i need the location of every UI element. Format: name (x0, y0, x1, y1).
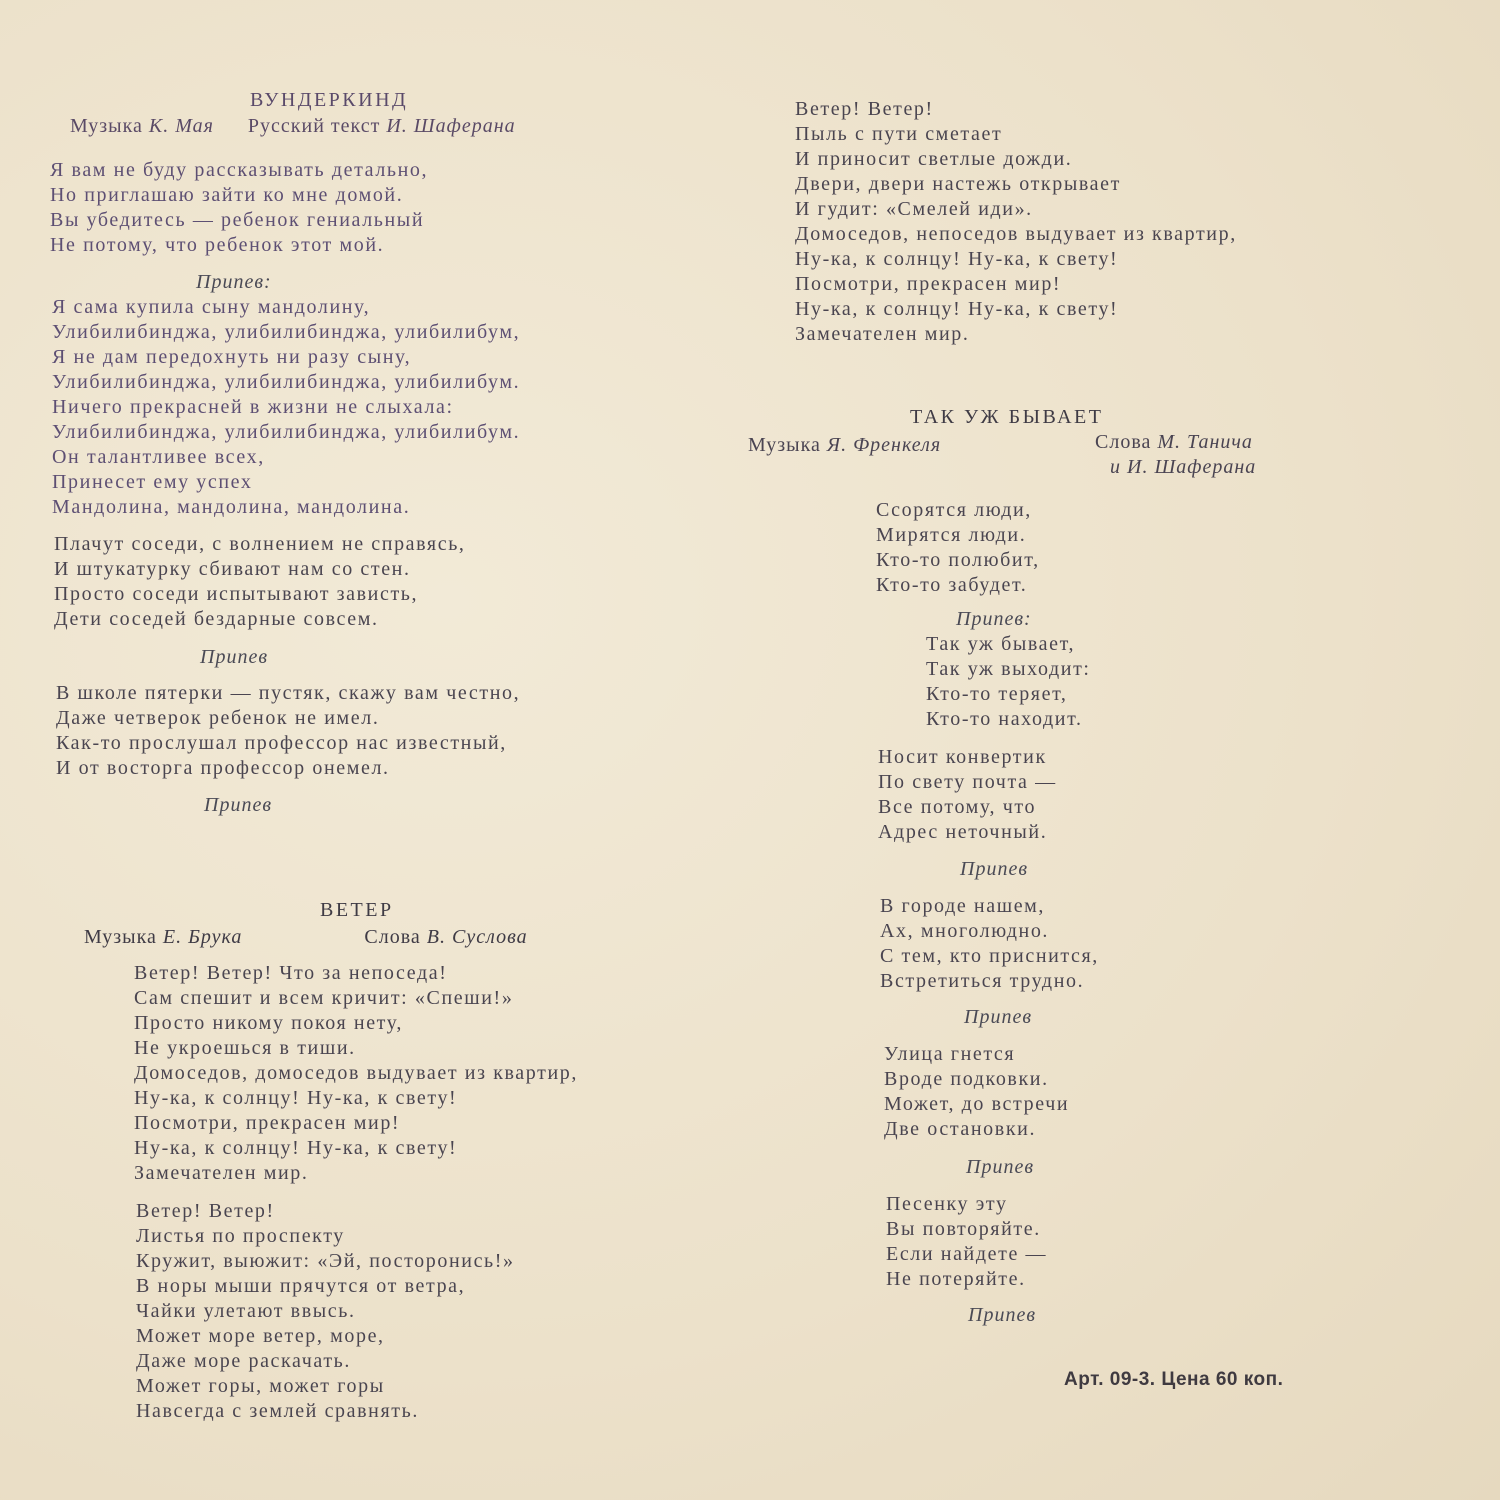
song1-text-author: И. Шаферана (386, 115, 516, 137)
lyric-line: Ну-ка, к солнцу! Ну-ка, к свету! (134, 1087, 458, 1109)
song2-music-author: Е. Брука (162, 926, 243, 948)
lyric-line: Домоседов, непоседов выдувает из квартир, (795, 223, 1237, 245)
song3-verse1 (876, 498, 1040, 598)
lyric-line: Так уж бывает, (926, 633, 1076, 655)
lyric-line: Домоседов, домоседов выдувает из квартир, (134, 1062, 578, 1084)
song3-words-join: и (1110, 456, 1121, 478)
song2-words-author: В. Суслова (426, 926, 528, 948)
catalog-price-footer: Арт. 09-3. Цена 60 коп. (1064, 1369, 1284, 1390)
lyric-line: Встретиться трудно. (880, 970, 1085, 992)
lyric-line: Дети соседей бездарные совсем. (54, 608, 379, 630)
song3-refrain3: Припев (966, 1156, 1035, 1178)
lyric-line: Двери, двери настежь открывает (795, 173, 1121, 195)
lyric-line: Чайки улетают ввысь. (136, 1300, 356, 1322)
lyric-line: Так уж выходит: (926, 658, 1091, 680)
lyric-line: Посмотри, прекрасен мир! (795, 273, 1062, 295)
lyric-line: Плачут соседи, с волнением не справясь, (54, 533, 466, 555)
song2-music-label: Музыка (84, 926, 157, 948)
lyric-line: Пыль с пути сметает (795, 123, 1003, 145)
song1-verse2 (54, 532, 466, 632)
lyric-line: Посмотри, прекрасен мир! (134, 1112, 401, 1134)
lyric-line: В городе нашем, (880, 895, 1046, 917)
lyric-line: И штукатурку сбивают нам со стен. (54, 558, 411, 580)
lyric-line: Ах, многолюдно. (880, 920, 1050, 942)
song2-verse3 (795, 97, 1237, 347)
lyric-line: Я сама купила сыну мандолину, (52, 296, 371, 318)
song3-music-label: Музыка (748, 434, 821, 456)
lyric-line: Ветер! Ветер! Что за непоседа! (134, 962, 448, 984)
lyric-line: Носит конвертик (878, 746, 1047, 768)
lyric-line: По свету почта — (878, 771, 1057, 793)
song2-verse1 (134, 961, 578, 1186)
song3-verse4 (884, 1042, 1069, 1142)
song2-verse2 (136, 1199, 515, 1424)
lyric-line: Принесет ему успех (52, 471, 253, 493)
song3-verse2 (878, 745, 1057, 845)
lyric-line: В норы мыши прячутся от ветра, (136, 1275, 466, 1297)
song3-music-credit (748, 433, 941, 457)
song3-words-author2: И. Шаферана (1127, 456, 1257, 478)
lyric-line: Ничего прекрасней в жизни не слыхала: (52, 396, 454, 418)
lyric-line: Я не дам передохнуть ни разу сыну, (52, 346, 412, 368)
lyric-line: Листья по проспекту (136, 1225, 345, 1247)
lyric-line: Вроде подковки. (884, 1068, 1049, 1090)
song1-music-label: Музыка (70, 115, 143, 137)
lyric-line: Кто-то теряет, (926, 683, 1068, 705)
lyric-line: Не потому, что ребенок этот мой. (50, 234, 385, 256)
song3-refrain2: Припев (964, 1006, 1033, 1028)
lyric-line: Как-то прослушал профессор нас известный, (56, 732, 507, 754)
lyric-line: Вы убедитесь — ребенок гениальный (50, 209, 425, 231)
lyric-line: Все потому, что (878, 796, 1037, 818)
lyric-line: Если найдете — (886, 1243, 1048, 1265)
lyric-line: Улица гнется (884, 1043, 1016, 1065)
song3-verse3 (880, 894, 1099, 994)
song3-refrain4: Припев (968, 1304, 1037, 1326)
song3-chorus (926, 632, 1091, 732)
lyric-line: Ну-ка, к солнцу! Ну-ка, к свету! (795, 298, 1119, 320)
lyric-line: Ссорятся люди, (876, 499, 1032, 521)
song1-title: ВУНДЕРКИНД (250, 89, 409, 111)
song3-refrain1: Припев (960, 858, 1029, 880)
lyric-line: Ну-ка, к солнцу! Ну-ка, к свету! (134, 1137, 458, 1159)
song1-verse1 (50, 158, 428, 258)
lyric-line: В школе пятерки — пустяк, скажу вам честно, (56, 682, 521, 704)
song3-music-author: Я. Френкеля (826, 434, 942, 456)
lyric-line: Ветер! Ветер! (136, 1200, 275, 1222)
lyric-line: Не потеряйте. (886, 1268, 1026, 1290)
lyric-line: Может горы, может горы (136, 1375, 385, 1397)
lyric-line: Мандолина, мандолина, мандолина. (52, 496, 411, 518)
lyric-line: Кто-то полюбит, (876, 549, 1040, 571)
song1-chorus-label: Припев: (196, 271, 272, 293)
lyric-line: Даже четверок ребенок не имел. (56, 707, 380, 729)
lyric-line: С тем, кто приснится, (880, 945, 1099, 967)
lyric-line: Просто соседи испытывают зависть, (54, 583, 419, 605)
lyric-line: Замечателен мир. (795, 323, 970, 345)
song3-verse5 (886, 1192, 1047, 1292)
song1-refrain1: Припев (200, 646, 269, 668)
song2-title: ВЕТЕР (320, 899, 394, 921)
song1-refrain2: Припев (204, 794, 273, 816)
lyric-line: Кто-то находит. (926, 708, 1083, 730)
lyric-line: Кружит, выюжит: «Эй, посторонись!» (136, 1250, 515, 1272)
lyric-line: Улибилибинджа, улибилибинджа, улибилибум, (52, 321, 521, 343)
lyric-line: Даже море раскачать. (136, 1350, 352, 1372)
song3-title: ТАК УЖ БЫВАЕТ (910, 406, 1104, 428)
lyric-line: Кто-то забудет. (876, 574, 1028, 596)
song3-chorus-label: Припев: (956, 608, 1032, 630)
song3-words-credit-2 (1110, 455, 1256, 479)
lyric-line: И приносит светлые дожди. (795, 148, 1073, 170)
lyric-line: Улибилибинджа, улибилибинджа, улибилибум. (52, 421, 521, 443)
lyric-line: Ветер! Ветер! (795, 98, 934, 120)
lyric-line: Песенку эту (886, 1193, 1008, 1215)
lyric-line: Ну-ка, к солнцу! Ну-ка, к свету! (795, 248, 1119, 270)
song1-verse3 (56, 681, 520, 781)
lyric-line: Две остановки. (884, 1118, 1037, 1140)
lyric-line: Может море ветер, море, (136, 1325, 385, 1347)
lyric-line: Улибилибинджа, улибилибинджа, улибилибум. (52, 371, 521, 393)
song1-music-author: К. Мая (148, 115, 214, 137)
lyric-line: Адрес неточный. (878, 821, 1048, 843)
lyric-line: Навсегда с землей сравнять. (136, 1400, 419, 1422)
song2-credits (84, 925, 528, 949)
song3-words-credit (1095, 430, 1253, 454)
song3-words-author1: М. Танича (1157, 431, 1253, 453)
lyric-line: Сам спешит и всем кричит: «Спеши!» (134, 987, 514, 1009)
lyric-line: Но приглашаю зайти ко мне домой. (50, 184, 404, 206)
lyric-line: Вы повторяйте. (886, 1218, 1041, 1240)
lyric-line: И гудит: «Смелей иди». (795, 198, 1033, 220)
lyric-line: Он талантливее всех, (52, 446, 265, 468)
lyric-line: Мирятся люди. (876, 524, 1027, 546)
lyric-line: Просто никому покоя нету, (134, 1012, 403, 1034)
lyric-line: Замечателен мир. (134, 1162, 309, 1184)
song2-words-label: Слова (364, 926, 421, 948)
lyric-line: Я вам не буду рассказывать детально, (50, 159, 429, 181)
song1-credits (70, 114, 516, 138)
lyric-line: Не укроешься в тиши. (134, 1037, 356, 1059)
lyric-line: И от восторга профессор онемел. (56, 757, 390, 779)
song1-text-label: Русский текст (247, 115, 381, 137)
song1-chorus (52, 295, 520, 520)
song3-words-label: Слова (1095, 431, 1152, 453)
lyric-line: Может, до встречи (884, 1093, 1070, 1115)
